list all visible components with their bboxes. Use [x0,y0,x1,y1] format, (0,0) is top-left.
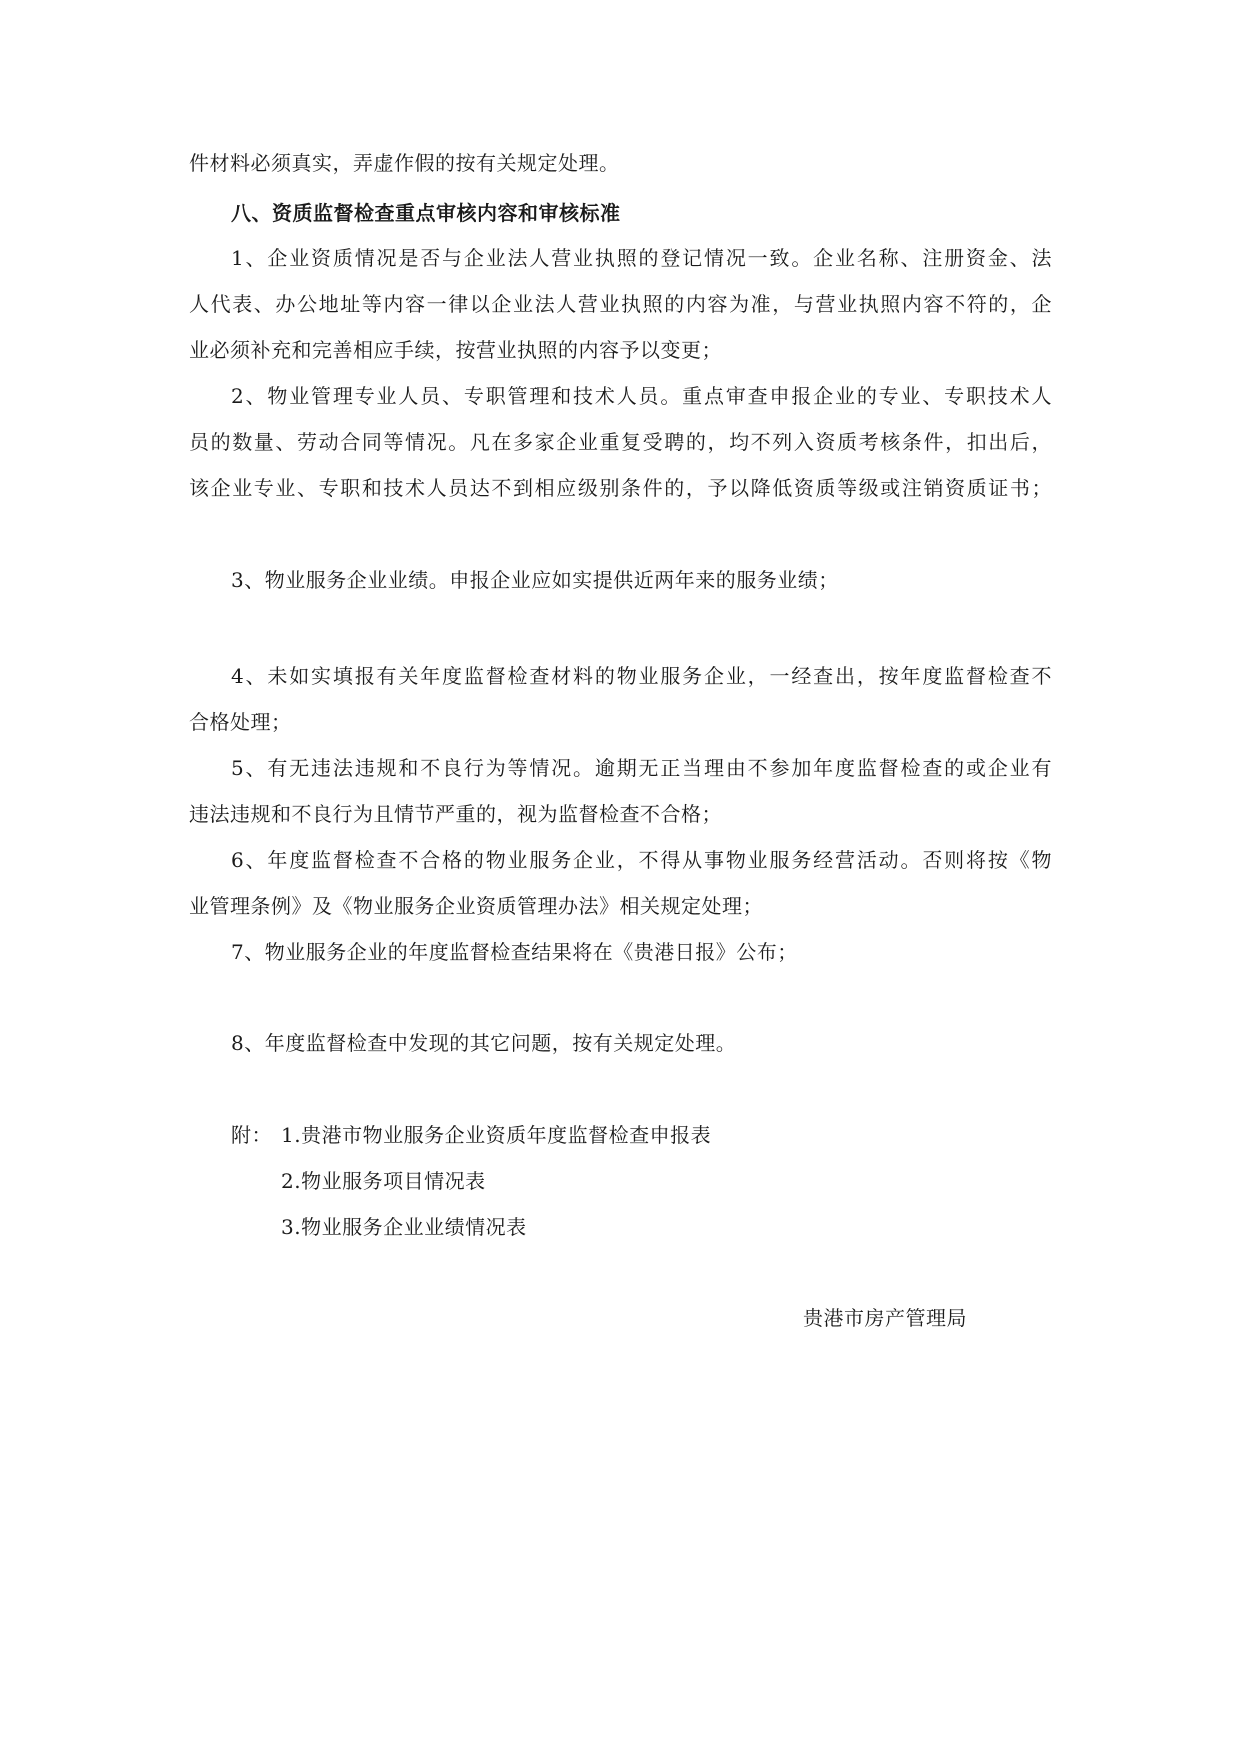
item-3-line-1: 3、物业服务企业业绩。申报企业应如实提供近两年来的服务业绩； [231,568,839,592]
item-1-line-1: 1、企业资质情况是否与企业法人营业执照的登记情况一致。企业名称、注册资金、法 [231,246,1052,270]
item-5-line-1: 5、有无违法违规和不良行为等情况。逾期无正当理由不参加年度监督检查的或企业有 [231,756,1052,780]
item-5-line-2: 违法违规和不良行为且情节严重的，视为监督检查不合格； [189,802,722,826]
item-4-line-2: 合格处理； [189,710,292,734]
item-2-line-2: 员的数量、劳动合同等情况。凡在多家企业重复受聘的，均不列入资质考核条件，扣出后， [189,430,1052,454]
item-8-line-1: 8、年度监督检查中发现的其它问题，按有关规定处理。 [231,1031,737,1055]
annex-label: 附： [231,1123,272,1147]
annex-item-1: 1.贵港市物业服务企业资质年度监督检查申报表 [281,1123,712,1147]
item-2-line-1: 2、物业管理专业人员、专职管理和技术人员。重点审查申报企业的专业、专职技术人 [231,384,1052,408]
intro-tail-text: 件材料必须真实，弄虚作假的按有关规定处理。 [189,151,620,175]
annex-item-3: 3.物业服务企业业绩情况表 [281,1215,527,1239]
item-1-line-2: 人代表、办公地址等内容一律以企业法人营业执照的内容为准，与营业执照内容不符的，企 [189,292,1052,316]
item-7-line-1: 7、物业服务企业的年度监督检查结果将在《贵港日报》公布； [231,940,798,964]
item-6-line-2: 业管理条例》及《物业服务企业资质管理办法》相关规定处理； [189,894,763,918]
item-4-line-1: 4、未如实填报有关年度监督检查材料的物业服务企业，一经查出，按年度监督检查不 [231,664,1052,688]
issuing-authority-signature: 贵港市房产管理局 [803,1306,967,1330]
annex-item-2: 2.物业服务项目情况表 [281,1169,486,1193]
item-6-line-1: 6、年度监督检查不合格的物业服务企业，不得从事物业服务经营活动。否则将按《物 [231,848,1052,872]
item-2-line-3: 该企业专业、专职和技术人员达不到相应级别条件的，予以降低资质等级或注销资质证书； [189,476,1052,500]
item-1-line-3: 业必须补充和完善相应手续，按营业执照的内容予以变更； [189,338,722,362]
section-heading: 八、资质监督检查重点审核内容和审核标准 [231,201,621,225]
